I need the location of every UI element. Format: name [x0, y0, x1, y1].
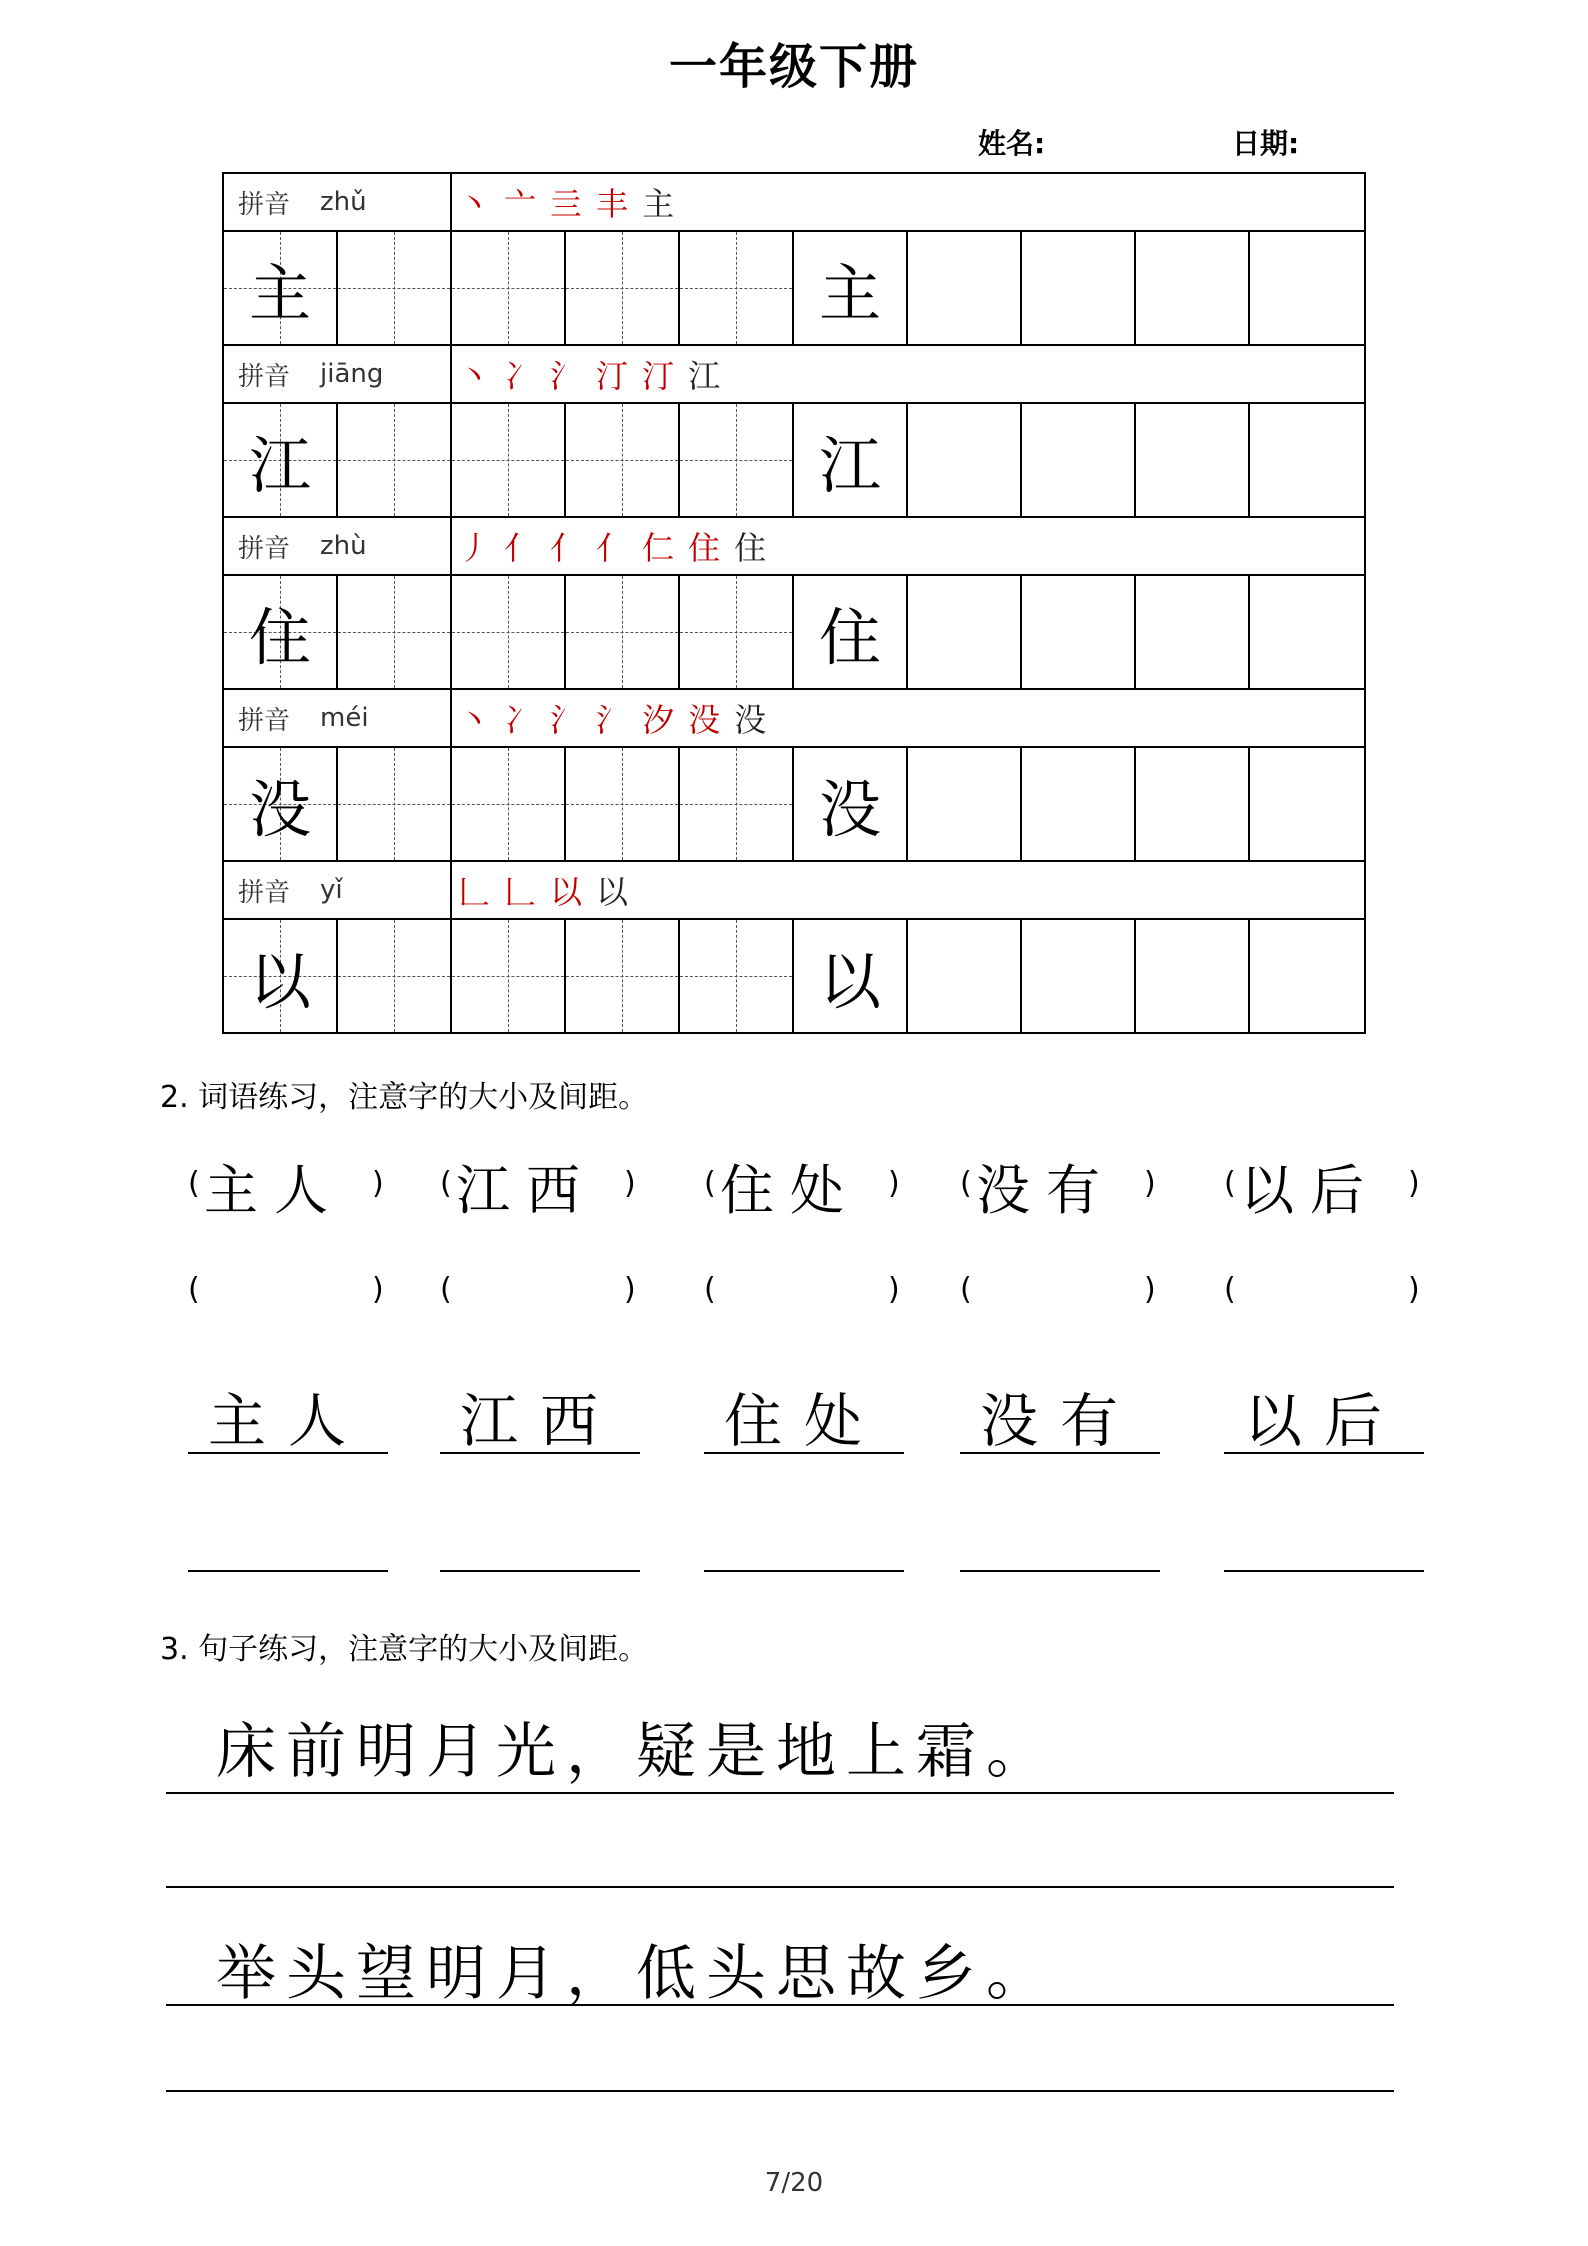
pinyin-blank-open[interactable]: ( [188, 1272, 200, 1307]
stroke-order [452, 518, 1364, 574]
stroke-step: 亻 [596, 529, 635, 567]
stroke-step: 亖 [550, 185, 589, 223]
pinyin-label [224, 690, 452, 746]
stroke-step: 汀 [642, 357, 681, 395]
model-cell [224, 748, 338, 860]
stroke-step: 冫 [504, 701, 543, 739]
word-underlined: 住处 [723, 1387, 884, 1455]
writing-cell[interactable] [338, 232, 452, 344]
word-underlined: 以后 [1243, 1387, 1404, 1455]
model-cell [224, 576, 338, 688]
word-underlined: 江西 [459, 1387, 620, 1455]
writing-cell[interactable] [566, 404, 680, 516]
pinyin-row [222, 172, 1366, 230]
model-cell [794, 576, 908, 688]
model-character: 没 [818, 772, 881, 846]
writing-cell[interactable] [1136, 576, 1250, 688]
word-underline [704, 1452, 904, 1454]
writing-cell[interactable] [908, 576, 1022, 688]
stroke-step: 汐 [642, 701, 681, 739]
sentence-model: 床前明月光，疑是地上霜。 [216, 1717, 1056, 1787]
pinyin-label-text: 拼音 [238, 533, 291, 564]
writing-cell[interactable] [1136, 404, 1250, 516]
paren-close: ) [624, 1166, 636, 1201]
stroke-step: 氵 [550, 701, 589, 739]
pinyin-value: yǐ [320, 875, 343, 905]
stroke-step: 亻 [550, 529, 589, 567]
writing-cell[interactable] [338, 920, 452, 1032]
character-row [222, 918, 1366, 1032]
stroke-step: 以 [550, 873, 589, 911]
paren-close: ) [888, 1166, 900, 1201]
writing-cell[interactable] [566, 748, 680, 860]
pinyin-label [224, 346, 452, 402]
stroke-step: 汀 [596, 357, 635, 395]
stroke-step: 氵 [550, 357, 589, 395]
writing-cell[interactable] [1022, 404, 1136, 516]
model-character: 住 [818, 600, 881, 674]
pinyin-label [224, 174, 452, 230]
sentence-writing-line[interactable] [166, 2090, 1394, 2092]
stroke-step: 丶 [458, 357, 497, 395]
model-cell [224, 920, 338, 1032]
sentence-underline [166, 1792, 1394, 1794]
model-cell [794, 920, 908, 1032]
grid-bottom-border [222, 1032, 1366, 1034]
writing-cell[interactable] [1022, 576, 1136, 688]
writing-cell[interactable] [1022, 920, 1136, 1032]
word-model: 主人 [204, 1159, 344, 1222]
stroke-step: 没 [734, 701, 773, 739]
pinyin-row [222, 516, 1366, 574]
writing-cell[interactable] [680, 920, 794, 1032]
paren-close: ) [1144, 1166, 1156, 1201]
model-cell [794, 748, 908, 860]
writing-cell[interactable] [908, 748, 1022, 860]
stroke-step: 仁 [642, 529, 681, 567]
stroke-step: 冫 [504, 357, 543, 395]
word-writing-line[interactable] [960, 1570, 1160, 1572]
stroke-step: 丿 [458, 529, 497, 567]
word-model: 住处 [720, 1159, 860, 1222]
word-writing-line[interactable] [1224, 1570, 1424, 1572]
word-underline [188, 1452, 388, 1454]
section-3-heading: 3. 句子练习，注意字的大小及间距。 [160, 1632, 649, 1667]
stroke-step: 江 [688, 357, 727, 395]
model-cell [794, 404, 908, 516]
pinyin-blank-close: ) [1408, 1272, 1420, 1307]
writing-cell[interactable] [452, 232, 566, 344]
writing-cell[interactable] [908, 404, 1022, 516]
pinyin-row [222, 344, 1366, 402]
stroke-step: 丰 [596, 185, 635, 223]
pinyin-blank-close: ) [888, 1272, 900, 1307]
paren-open: ( [704, 1166, 716, 1201]
stroke-step: 以 [596, 873, 635, 911]
stroke-step: 丶 [458, 701, 497, 739]
model-cell [224, 232, 338, 344]
writing-cell[interactable] [680, 404, 794, 516]
stroke-step: 住 [688, 529, 727, 567]
pinyin-label-text: 拼音 [238, 189, 291, 220]
sentence-model: 举头望明月，低头思故乡。 [216, 1939, 1056, 2009]
pinyin-blank-close: ) [372, 1272, 384, 1307]
writing-cell[interactable] [452, 576, 566, 688]
stroke-step: 亠 [504, 185, 543, 223]
model-cell [794, 232, 908, 344]
writing-cell[interactable] [452, 748, 566, 860]
stroke-step: 亻 [504, 529, 543, 567]
stroke-step: 𠃊 [504, 873, 543, 911]
writing-cell[interactable] [680, 576, 794, 688]
writing-cell[interactable] [338, 576, 452, 688]
model-cell [224, 404, 338, 516]
stroke-order [452, 174, 1364, 230]
pinyin-label-text: 拼音 [238, 705, 291, 736]
writing-cell[interactable] [680, 748, 794, 860]
word-writing-line[interactable] [188, 1570, 388, 1572]
pinyin-blank-open[interactable]: ( [1224, 1272, 1236, 1307]
writing-cell[interactable] [338, 404, 452, 516]
writing-cell[interactable] [566, 576, 680, 688]
page-number: 7/20 [764, 2168, 824, 2198]
writing-cell[interactable] [1250, 232, 1364, 344]
model-character: 以 [818, 944, 881, 1018]
word-underline [1224, 1452, 1424, 1454]
model-character: 江 [818, 428, 881, 502]
writing-cell[interactable] [1250, 404, 1364, 516]
paren-close: ) [372, 1166, 384, 1201]
pinyin-row [222, 688, 1366, 746]
pinyin-row [222, 860, 1366, 918]
writing-cell[interactable] [1136, 748, 1250, 860]
stroke-step: 主 [642, 185, 681, 223]
paren-open: ( [188, 1166, 200, 1201]
character-row [222, 574, 1366, 688]
pinyin-label-text: 拼音 [238, 361, 291, 392]
pinyin-blank-close: ) [624, 1272, 636, 1307]
writing-cell[interactable] [1250, 576, 1364, 688]
pinyin-value: zhù [320, 531, 367, 561]
word-model: 江西 [456, 1159, 596, 1222]
writing-cell[interactable] [452, 404, 566, 516]
writing-cell[interactable] [566, 920, 680, 1032]
paren-open: ( [1224, 1166, 1236, 1201]
writing-cell[interactable] [908, 920, 1022, 1032]
pinyin-blank-open[interactable]: ( [440, 1272, 452, 1307]
word-writing-line[interactable] [704, 1570, 904, 1572]
word-underlined: 主人 [207, 1387, 368, 1455]
character-grid [222, 172, 1366, 1034]
pinyin-value: méi [320, 703, 369, 733]
paren-open: ( [960, 1166, 972, 1201]
writing-cell[interactable] [452, 920, 566, 1032]
date-label: 日期: [1232, 127, 1300, 160]
stroke-order [452, 690, 1364, 746]
pinyin-value: zhǔ [320, 187, 367, 217]
stroke-step: 丶 [458, 185, 497, 223]
model-character: 以 [248, 944, 311, 1018]
writing-cell[interactable] [338, 748, 452, 860]
character-row [222, 402, 1366, 516]
paren-open: ( [440, 1166, 452, 1201]
stroke-step: 氵 [596, 701, 635, 739]
stroke-step: 住 [734, 529, 773, 567]
section-2-heading: 2. 词语练习，注意字的大小及间距。 [160, 1080, 649, 1115]
model-character: 主 [248, 256, 311, 330]
model-character: 没 [248, 772, 311, 846]
pinyin-blank-open[interactable]: ( [960, 1272, 972, 1307]
pinyin-label [224, 518, 452, 574]
writing-cell[interactable] [566, 232, 680, 344]
stroke-order [452, 862, 1364, 918]
writing-cell[interactable] [1250, 748, 1364, 860]
character-row [222, 746, 1366, 860]
writing-cell[interactable] [680, 232, 794, 344]
writing-cell[interactable] [1136, 920, 1250, 1032]
pinyin-value: jiāng [320, 359, 384, 389]
word-underline [440, 1452, 640, 1454]
word-underline [960, 1452, 1160, 1454]
stroke-order [452, 346, 1364, 402]
stroke-step: 没 [688, 701, 727, 739]
sentence-underline [166, 2004, 1394, 2006]
writing-cell[interactable] [908, 232, 1022, 344]
word-underlined: 没有 [979, 1387, 1140, 1455]
writing-cell[interactable] [1022, 232, 1136, 344]
pinyin-label-text: 拼音 [238, 877, 291, 908]
model-character: 住 [248, 600, 311, 674]
sentence-writing-line[interactable] [166, 1886, 1394, 1888]
writing-cell[interactable] [1022, 748, 1136, 860]
pinyin-label [224, 862, 452, 918]
pinyin-blank-open[interactable]: ( [704, 1272, 716, 1307]
stroke-step: 𠃊 [458, 873, 497, 911]
character-row [222, 230, 1366, 344]
name-label: 姓名: [978, 127, 1046, 160]
pinyin-blank-close: ) [1144, 1272, 1156, 1307]
model-character: 江 [248, 428, 311, 502]
writing-cell[interactable] [1136, 232, 1250, 344]
word-writing-line[interactable] [440, 1570, 640, 1572]
model-character: 主 [818, 256, 881, 330]
paren-close: ) [1408, 1166, 1420, 1201]
word-model: 没有 [976, 1159, 1116, 1222]
page-title: 一年级下册 [668, 39, 919, 95]
word-model: 以后 [1240, 1159, 1380, 1222]
writing-cell[interactable] [1250, 920, 1364, 1032]
